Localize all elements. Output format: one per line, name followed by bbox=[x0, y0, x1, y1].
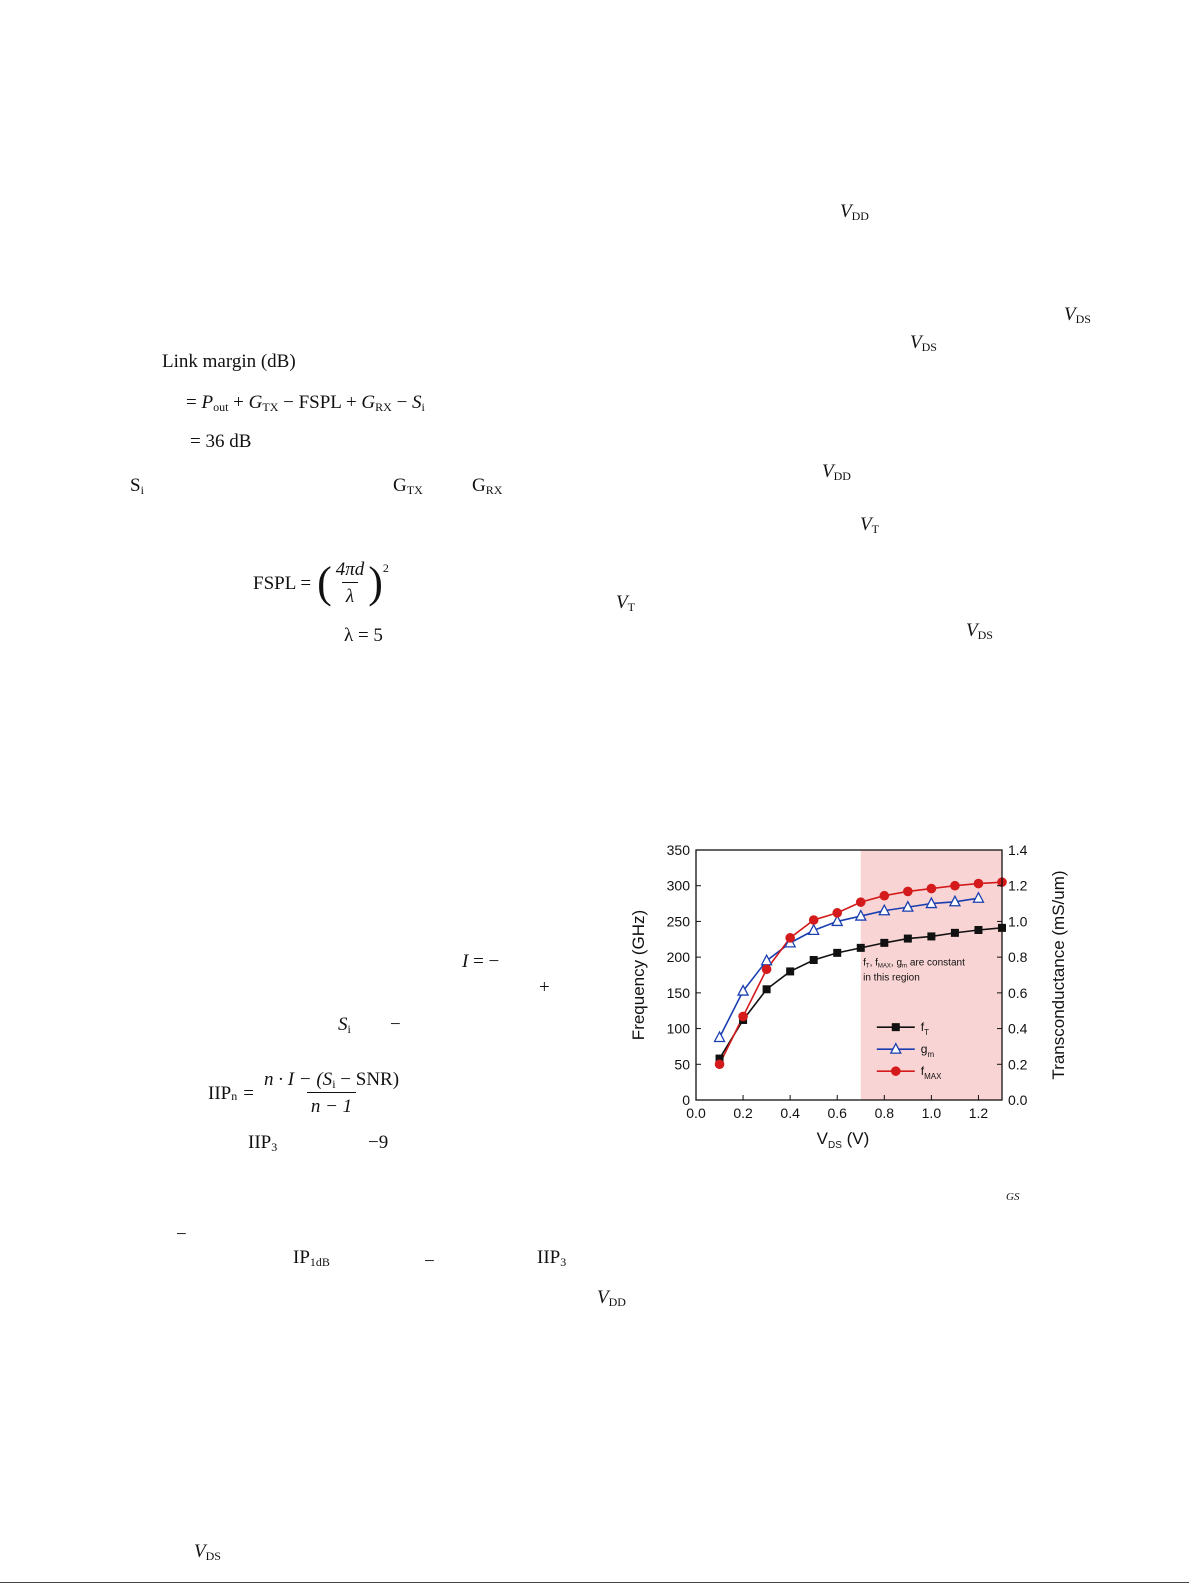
x-tick-label: 0.6 bbox=[827, 1105, 847, 1121]
vds-symbol: $V_{DS}$ bbox=[1064, 304, 1091, 326]
x-axis-label: $V_{DS}$ (V) bbox=[816, 1129, 870, 1151]
lambda-value: λ = 5 bbox=[344, 625, 383, 646]
y-left-tick-label: 250 bbox=[666, 913, 690, 930]
data-point-fMAX bbox=[809, 915, 819, 925]
x-tick-label: 0.4 bbox=[780, 1105, 800, 1121]
y-right-tick-label: 0.2 bbox=[1008, 1056, 1028, 1073]
i-equation: I = − bbox=[462, 951, 500, 972]
data-point-fMAX bbox=[785, 933, 795, 943]
data-point-fT bbox=[833, 949, 841, 957]
dash: − bbox=[424, 1251, 435, 1272]
legend-label: $f_{MAX}$ bbox=[920, 1064, 942, 1082]
data-point-fT bbox=[810, 956, 818, 964]
y-right-tick-label: 0.8 bbox=[1008, 949, 1028, 966]
vds-symbol: $V_{DS}$ bbox=[194, 1541, 221, 1563]
x-tick-label: 0.0 bbox=[686, 1105, 706, 1121]
y-right-tick-label: 1.2 bbox=[1008, 877, 1028, 894]
y-left-tick-label: 150 bbox=[666, 984, 690, 1001]
data-point-fT bbox=[880, 939, 888, 947]
si-symbol: $S_i$ bbox=[338, 1014, 351, 1036]
link-margin-equation: = $P_{out} + G_{TX}$ − FSPL + $G_{RX} - S_i$ bbox=[186, 392, 425, 414]
vdd-symbol: $V_{DD}$ bbox=[840, 201, 869, 223]
legend-label: $g_m$ bbox=[920, 1042, 935, 1060]
x-tick-label: 1.2 bbox=[968, 1105, 989, 1121]
data-point-fT bbox=[786, 967, 794, 975]
iipn-equation: IIP $_n$ = $\frac{n \cdot I - (S_i - SNR)}{n - 1}$ bbox=[208, 1069, 400, 1117]
iip3-value: −9 bbox=[368, 1132, 389, 1153]
y-right-tick-label: 0.0 bbox=[1008, 1092, 1028, 1108]
iip3-symbol: $IIP_3$ bbox=[248, 1132, 278, 1154]
y-right-tick-label: 1.0 bbox=[1008, 913, 1028, 930]
vds-symbol: $V_{DS}$ bbox=[910, 332, 937, 354]
gtx-symbol: $G_{TX}$ bbox=[393, 475, 423, 497]
data-point-fMAX bbox=[950, 881, 960, 891]
minus-sign: − bbox=[390, 1014, 401, 1035]
data-point-fMAX bbox=[715, 1059, 725, 1069]
data-point-fT bbox=[763, 985, 771, 993]
frequency-transconductance-chart bbox=[628, 842, 1088, 1177]
plus-sign: + bbox=[539, 977, 550, 998]
legend-marker bbox=[892, 1023, 900, 1031]
data-point-fT bbox=[927, 932, 935, 940]
y-left-tick-label: 350 bbox=[666, 842, 690, 858]
data-point-gm bbox=[715, 1032, 725, 1042]
data-point-fMAX bbox=[762, 964, 772, 974]
si-symbol: $S_i$ bbox=[130, 475, 144, 497]
y-left-tick-label: 100 bbox=[666, 1020, 690, 1037]
annotation-text: $f_T$, $f_{MAX}$, $g_m$ are constant bbox=[863, 957, 965, 970]
y-right-tick-label: 0.4 bbox=[1008, 1020, 1028, 1037]
y-right-tick-label: 0.6 bbox=[1008, 984, 1028, 1001]
data-point-fMAX bbox=[927, 884, 937, 894]
data-point-fMAX bbox=[880, 891, 890, 901]
vds-symbol: $V_{DS}$ bbox=[966, 620, 993, 642]
fspl-equation: FSPL = ( $\frac{4\pi d}{\lambda}$ ) 2 bbox=[253, 558, 389, 607]
data-point-fT bbox=[904, 935, 912, 943]
data-point-gm bbox=[762, 955, 772, 965]
link-margin-label: Link margin (dB) bbox=[162, 351, 296, 372]
y-left-tick-label: 200 bbox=[666, 949, 690, 966]
gs-subscript-fragment: GS bbox=[1006, 1191, 1020, 1203]
data-point-fMAX bbox=[974, 879, 984, 889]
legend-marker bbox=[891, 1066, 901, 1076]
ip1db-symbol: $IP_{1dB}$ bbox=[293, 1247, 330, 1269]
y-right-tick-label: 1.4 bbox=[1008, 842, 1028, 858]
y-axis-left-label: Frequency (GHz) bbox=[629, 909, 648, 1041]
iip3-symbol: $IIP_3$ bbox=[537, 1247, 567, 1269]
data-point-fT bbox=[857, 944, 865, 952]
vdd-symbol: $V_{DD}$ bbox=[822, 461, 851, 483]
data-point-fT bbox=[951, 929, 959, 937]
vdd-symbol: $V_{DD}$ bbox=[597, 1287, 626, 1309]
vt-symbol: $V_T$ bbox=[616, 592, 635, 614]
x-tick-label: 0.8 bbox=[874, 1105, 895, 1121]
data-point-fMAX bbox=[738, 1012, 748, 1022]
page-bottom-rule bbox=[0, 1582, 1189, 1583]
link-margin-result: = 36 dB bbox=[190, 431, 252, 452]
vt-symbol: $V_T$ bbox=[860, 514, 879, 536]
dash: − bbox=[176, 1224, 187, 1245]
annotation-text: in this region bbox=[863, 972, 920, 984]
x-tick-label: 0.2 bbox=[733, 1105, 753, 1121]
x-tick-label: 1.0 bbox=[921, 1105, 942, 1121]
y-left-tick-label: 50 bbox=[674, 1056, 690, 1073]
data-point-fT bbox=[974, 926, 982, 934]
data-point-fMAX bbox=[856, 897, 866, 907]
data-point-fMAX bbox=[903, 887, 913, 897]
y-axis-right-label: Transconductance (mS/um) bbox=[1049, 870, 1068, 1080]
y-left-tick-label: 300 bbox=[666, 877, 690, 894]
data-point-fMAX bbox=[832, 908, 842, 918]
y-left-tick-label: 0 bbox=[682, 1092, 690, 1108]
legend-label: $f_T$ bbox=[920, 1020, 930, 1038]
grx-symbol: $G_{RX}$ bbox=[472, 475, 503, 497]
